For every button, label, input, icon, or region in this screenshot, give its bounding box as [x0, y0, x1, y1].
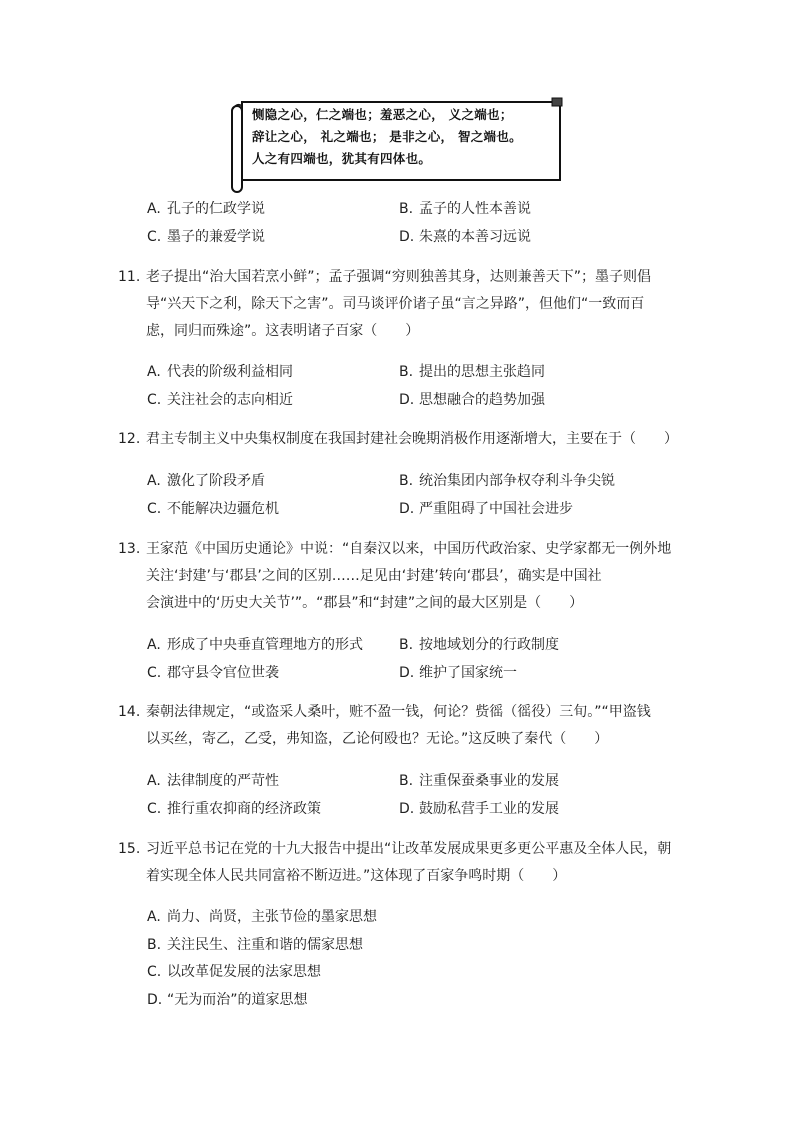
q14-option-a[interactable]	[147, 771, 279, 791]
question-stem	[146, 264, 678, 345]
q11-option-b[interactable]	[399, 362, 545, 382]
stem-line: 会演进中的‘历史大关节’”。“郡县”和“封建”之间的最大区别是（ ）	[146, 595, 584, 611]
option-letter: B.	[399, 637, 414, 653]
question-11	[118, 264, 678, 345]
option-letter: D.	[399, 229, 415, 245]
stem-line: 导“兴天下之利，除天下之害”。司马谈评价诸子虽“言之异路”，但他们“一致而百	[146, 296, 645, 312]
q12-option-a[interactable]	[147, 471, 265, 491]
option-letter: B.	[399, 773, 414, 789]
option-text: 不能解决边疆危机	[167, 501, 279, 517]
option-text: 思想融合的趋势加强	[419, 392, 545, 408]
question-number: 14.	[118, 704, 141, 720]
option-text: 关注民生、注重和谐的儒家思想	[167, 937, 363, 953]
option-letter: C.	[147, 801, 162, 817]
stem-line: 着实现全体人民共同富裕不断迈进。”这体现了百家争鸣时期（ ）	[146, 868, 567, 884]
q14-option-c[interactable]	[147, 799, 321, 819]
q11-option-c[interactable]	[147, 390, 293, 410]
q11-option-a[interactable]	[147, 362, 293, 382]
option-text: 注重保蚕桑事业的发展	[419, 773, 559, 789]
question-stem	[146, 836, 678, 890]
option-text: 关注社会的志向相近	[167, 392, 293, 408]
option-letter: B.	[399, 201, 414, 217]
option-letter: B.	[147, 937, 162, 953]
option-letter: A.	[147, 364, 161, 380]
option-text: 郡守县令官位世袭	[167, 665, 279, 681]
question-stem	[146, 699, 678, 753]
q10-option-c[interactable]	[147, 227, 265, 247]
stem-line: 君主专制主义中央集权制度在我国封建社会晚期消极作用逐渐增大，主要在于（ ）	[146, 431, 678, 447]
scroll-line: 人之有四端也，犹其有四体也。	[252, 151, 432, 166]
option-text: 孔子的仁政学说	[167, 201, 265, 217]
scroll-quote-image	[228, 96, 568, 196]
option-letter: A.	[147, 201, 161, 217]
question-13	[118, 536, 678, 617]
option-letter: D.	[399, 665, 415, 681]
option-text: 尚力、尚贤，主张节俭的墨家思想	[167, 909, 377, 925]
q12-option-c[interactable]	[147, 499, 279, 519]
option-text: 鼓励私营手工业的发展	[419, 801, 559, 817]
scroll-line: 辞让之心， 礼之端也； 是非之心， 智之端也。	[252, 129, 522, 144]
option-letter: B.	[399, 364, 414, 380]
stem-line: 习近平总书记在党的十九大报告中提出“让改革发展成果更多更公平惠及全体人民，朝	[146, 841, 672, 857]
option-letter: C.	[147, 964, 162, 980]
q10-option-b[interactable]	[399, 199, 531, 219]
question-14	[118, 699, 678, 753]
stem-line: 虑，同归而殊途”。这表明诸子百家（ ）	[146, 323, 420, 339]
stem-line: 秦朝法律规定，“或盗采人桑叶，赃不盈一钱，何论？赀徭（徭役）三旬。”“甲盗钱	[146, 704, 651, 720]
option-text: 孟子的人性本善说	[419, 201, 531, 217]
option-letter: B.	[399, 473, 414, 489]
q10-option-a[interactable]	[147, 199, 265, 219]
option-text: 推行重农抑商的经济政策	[167, 801, 321, 817]
option-letter: C.	[147, 229, 162, 245]
q13-option-d[interactable]	[399, 663, 517, 683]
q13-option-a[interactable]	[147, 635, 363, 655]
option-text: 法律制度的严苛性	[167, 773, 279, 789]
q10-option-d[interactable]	[399, 227, 531, 247]
option-text: 代表的阶级利益相同	[167, 364, 293, 380]
scroll-line: 恻隐之心，仁之端也；羞恶之心， 义之端也；	[252, 107, 513, 122]
stem-line: 王家范《中国历史通论》中说：“自秦汉以来，中国历代政治家、史学家都无一例外地	[146, 541, 672, 557]
stem-line: 关注‘封建’与‘郡县’之间的区别……足见由‘封建’转向‘郡县’，确实是中国社	[146, 568, 602, 584]
option-text: 朱熹的本善习远说	[419, 229, 531, 245]
option-text: 激化了阶段矛盾	[167, 473, 265, 489]
option-text: “无为而治”的道家思想	[167, 992, 308, 1008]
scroll-quote-text	[252, 104, 562, 170]
q14-option-d[interactable]	[399, 799, 559, 819]
q14-option-b[interactable]	[399, 771, 559, 791]
option-letter: C.	[147, 665, 162, 681]
option-letter: D.	[399, 392, 415, 408]
option-letter: A.	[147, 473, 161, 489]
stem-line: 以买丝，寄乙，乙受，弗知盗，乙论何殴也？无论。”这反映了秦代（ ）	[146, 731, 609, 747]
option-letter: D.	[399, 801, 415, 817]
option-letter: A.	[147, 909, 161, 925]
option-letter: D.	[399, 501, 415, 517]
option-text: 墨子的兼爱学说	[167, 229, 265, 245]
option-text: 维护了国家统一	[419, 665, 517, 681]
option-letter: A.	[147, 773, 161, 789]
option-text: 以改革促发展的法家思想	[167, 964, 321, 980]
question-number: 12.	[118, 431, 141, 447]
q15-option-b[interactable]	[147, 935, 363, 955]
question-stem	[146, 536, 678, 617]
q15-option-d[interactable]	[147, 990, 308, 1010]
option-letter: D.	[147, 992, 163, 1008]
question-number: 13.	[118, 541, 141, 557]
question-number: 11.	[118, 269, 141, 285]
option-letter: A.	[147, 637, 161, 653]
option-text: 统治集团内部争权夺利斗争尖锐	[419, 473, 615, 489]
option-text: 形成了中央垂直管理地方的形式	[167, 637, 363, 653]
q15-option-a[interactable]	[147, 907, 377, 927]
option-text: 按地域划分的行政制度	[419, 637, 559, 653]
option-text: 提出的思想主张趋同	[419, 364, 545, 380]
option-letter: C.	[147, 392, 162, 408]
question-12	[118, 426, 678, 453]
q13-option-c[interactable]	[147, 663, 279, 683]
q15-option-c[interactable]	[147, 962, 321, 982]
q12-option-b[interactable]	[399, 471, 615, 491]
stem-line: 老子提出“治大国若烹小鲜”；孟子强调“穷则独善其身，达则兼善天下”；墨子则倡	[146, 269, 652, 285]
question-number: 15.	[118, 841, 141, 857]
q13-option-b[interactable]	[399, 635, 559, 655]
option-letter: C.	[147, 501, 162, 517]
q11-option-d[interactable]	[399, 390, 545, 410]
question-stem	[146, 426, 678, 453]
q12-option-d[interactable]	[399, 499, 573, 519]
question-15	[118, 836, 678, 890]
option-text: 严重阻碍了中国社会进步	[419, 501, 573, 517]
